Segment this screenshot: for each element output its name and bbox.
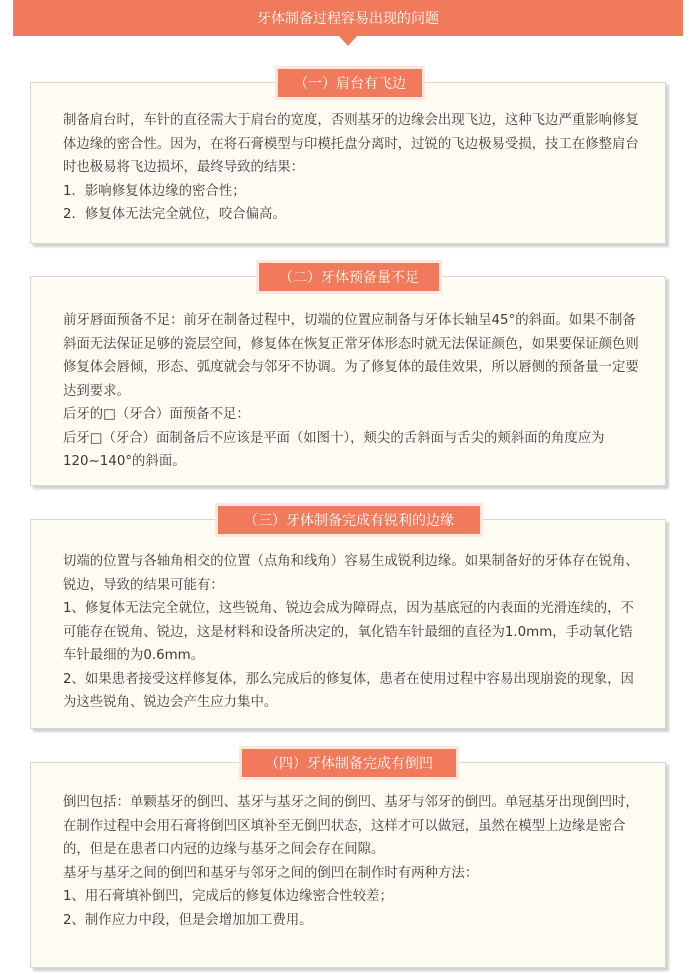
section-title-text: （一）肩台有飞边 — [294, 76, 406, 92]
section-title-text: （三）牙体制备完成有锐利的边缘 — [244, 513, 454, 529]
paragraph: 倒凹包括：单颗基牙的倒凹、基牙与基牙之间的倒凹、基牙与邻牙的倒凹。单冠基牙出现倒凹时，在制作过程中会用石膏将倒凹区填补至无倒凹状态，这样才可以做冠，虽然在模型上边缘是密合的，但是在患者口内冠的边缘与基牙之间会存在间隙。 — [63, 795, 639, 857]
paragraph: 1、修复体无法完全就位，这些锐角、锐边会成为障碍点，因为基底冠的内表面的光滑连续的，不可能存在锐角、锐边，这是材料和设备所决定的，氧化锆车针最细的直径为1.0mm，手动氧化锆车针最细的为0.6mm。 — [63, 601, 634, 663]
section-title — [278, 69, 422, 97]
paragraph: 2、制作应力中段，但是会增加加工费用。 — [63, 912, 313, 928]
section-sharp-edges — [30, 513, 666, 729]
section-title-text: （二）牙体预备量不足 — [279, 270, 419, 286]
paragraph: 切端的位置与各轴角相交的位置（点角和线角）容易生成锐利边缘。如果制备好的牙体存在锐角、锐边，导致的结果可能有： — [63, 554, 639, 593]
section-title-text: （四）牙体制备完成有倒凹 — [265, 756, 433, 772]
paragraph: 前牙唇面预备不足：前牙在制备过程中，切端的位置应制备与牙体长轴呈45°的斜面。如果不制备斜面无法保证足够的瓷层空间，修复体在恢复正常牙体形态时就无法保证颜色，如果要保证颜色则修复体会唇倾，形态、弧度就会与邻牙不协调。为了修复体的最佳效果，所以唇侧的预备量一定要达到要求。 — [63, 313, 639, 399]
paragraph: 2．修复体无法完全就位，咬合偏高。 — [63, 207, 286, 222]
section-title — [259, 263, 439, 291]
paragraph: 2、如果患者接受这样修复体，那么完成后的修复体，患者在使用过程中容易出现崩瓷的现象，因为这些锐角、锐边会产生应力集中。 — [63, 671, 634, 710]
section-shoulder-flash — [30, 76, 666, 244]
paragraph: 1、用石膏填补倒凹，完成后的修复体边缘密合性较差； — [63, 889, 393, 904]
paragraph: 基牙与基牙之间的倒凹和基牙与邻牙之间的倒凹在制作时有两种方法： — [63, 865, 479, 881]
section-undercut — [30, 756, 666, 968]
section-title — [242, 749, 456, 777]
section-insufficient-reduction — [30, 270, 666, 486]
paragraph: 制备肩台时，车针的直径需大于肩台的宽度，否则基牙的边缘会出现飞边，这种飞边严重影响修复体边缘的密合性。因为，在将石膏模型与印模托盘分离时，过锐的飞边极易受损，技工在修整肩台时也极易将飞边损坏，最终导致的结果： — [63, 113, 639, 175]
page-title: 牙体制备过程容易出现的问题 — [257, 11, 439, 27]
paragraph: 后牙的□（牙合）面预备不足： — [63, 407, 250, 422]
section-body — [63, 309, 639, 474]
page-header — [13, 0, 683, 36]
header-arrow — [339, 36, 357, 46]
paragraph: 后牙□（牙合）面制备后不应该是平面（如图十），颊尖的舌斜面与舌尖的颊斜面的角度应为120~140°的斜面。 — [63, 430, 605, 469]
paragraph: 1．影响修复体边缘的密合性； — [63, 183, 246, 199]
section-title — [218, 506, 480, 534]
section-body — [63, 550, 639, 715]
section-body — [63, 791, 639, 932]
section-body — [63, 109, 639, 227]
